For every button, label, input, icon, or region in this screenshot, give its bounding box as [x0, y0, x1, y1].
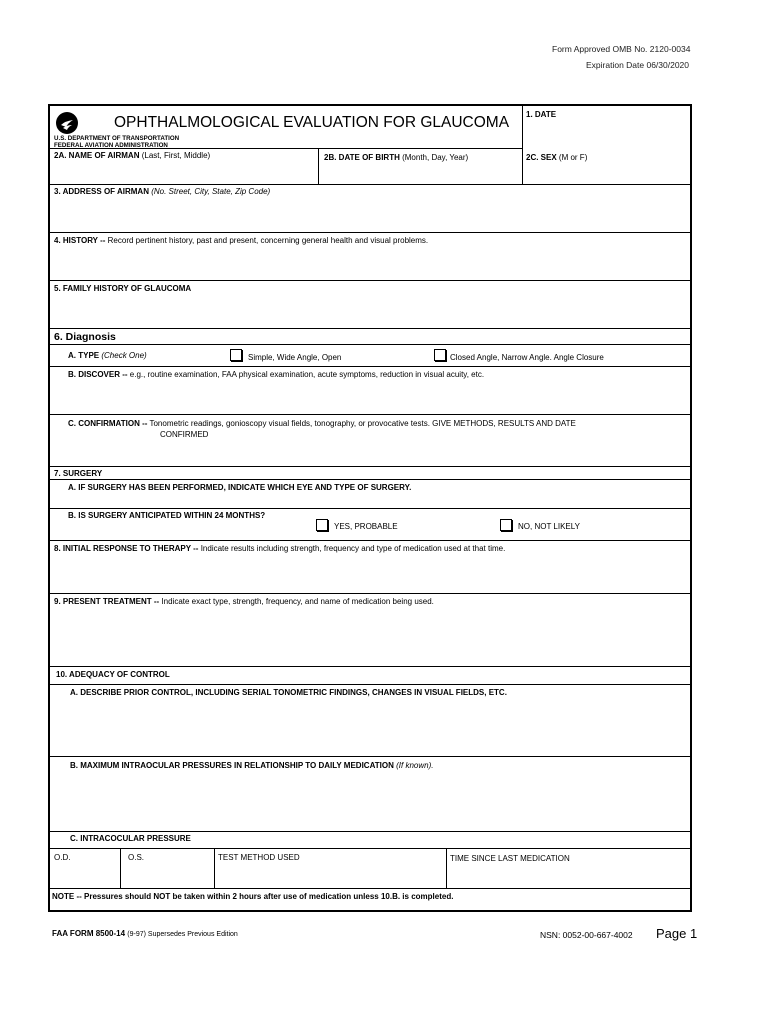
max-pressure-hint: (If known). — [396, 761, 434, 770]
history-field[interactable] — [54, 236, 428, 245]
closed-angle-checkbox[interactable] — [434, 349, 446, 361]
sex-label: 2C. SEX — [526, 153, 557, 162]
treatment-label: 9. PRESENT TREATMENT -- — [54, 597, 160, 606]
expiration-date: Expiration Date 06/30/2020 — [586, 60, 690, 70]
family-history-field[interactable]: 5. FAMILY HISTORY OF GLAUCOMA — [54, 284, 192, 293]
omb-number: Form Approved OMB No. 2120-0034 — [552, 44, 691, 54]
yes-probable-label: YES, PROBABLE — [334, 522, 398, 531]
sex-field[interactable] — [526, 153, 587, 162]
form-number: FAA FORM 8500-14 — [52, 929, 126, 938]
glaucoma-form — [48, 104, 692, 912]
max-pressure-label: B. MAXIMUM INTRAOCULAR PRESSURES IN RELATIONSHIP TO DAILY MEDICATION — [70, 761, 394, 770]
max-pressure-field[interactable] — [70, 761, 433, 770]
treatment-hint: Indicate exact type, strength, frequency, and name of medication being used. — [161, 597, 434, 606]
prior-control-field[interactable]: A. DESCRIBE PRIOR CONTROL, INCLUDING SERIAL TONOMETRIC FINDINGS, CHANGES IN VISUAL FIELDS, ETC. — [70, 688, 507, 697]
dob-label: 2B. DATE OF BIRTH — [324, 153, 400, 162]
therapy-field[interactable] — [54, 544, 505, 553]
confirmation-hint-2: CONFIRMED — [160, 430, 209, 439]
no-not-likely-checkbox[interactable] — [500, 519, 512, 531]
time-since-medication-field[interactable]: TIME SINCE LAST MEDICATION — [450, 854, 570, 863]
surgery-performed-field[interactable]: A. IF SURGERY HAS BEEN PERFORMED, INDICATE WHICH EYE AND TYPE OF SURGERY. — [68, 483, 412, 492]
name-hint: (Last, First, Middle) — [141, 151, 211, 160]
treatment-field[interactable] — [54, 597, 434, 606]
discover-label: B. DISCOVER -- — [68, 370, 128, 379]
address-field[interactable] — [54, 187, 270, 196]
address-label: 3. ADDRESS OF AIRMAN — [54, 187, 149, 196]
type-hint: (Check One) — [101, 351, 147, 360]
form-identifier — [52, 929, 238, 938]
control-heading: 10. ADEQUACY OF CONTROL — [56, 670, 170, 679]
dob-field[interactable] — [324, 153, 468, 162]
confirmation-hint: Tonometric readings, gonioscopy visual fields, tonography, or provocative tests. GIVE METHODS, RESULTS AND DATE — [149, 419, 576, 428]
confirmation-field[interactable] — [68, 419, 576, 428]
closed-angle-label: Closed Angle, Narrow Angle. Angle Closure — [450, 353, 604, 362]
history-label: 4. HISTORY -- — [54, 236, 106, 245]
name-field[interactable] — [54, 151, 210, 160]
dob-hint: (Month, Day, Year) — [402, 153, 469, 162]
pressure-note: NOTE -- Pressures should NOT be taken within 2 hours after use of medication unless 10.B. is completed. — [52, 892, 454, 901]
form-title: OPHTHALMOLOGICAL EVALUATION FOR GLAUCOMA — [114, 114, 510, 131]
diagnosis-type — [68, 351, 147, 360]
history-hint: Record pertinent history, past and present, concerning general health and visual problems. — [107, 236, 429, 245]
date-label: 1. DATE — [526, 110, 557, 119]
os-field[interactable]: O.S. — [128, 853, 145, 862]
page-number: Page 1 — [656, 926, 698, 941]
confirmation-label: C. CONFIRMATION -- — [68, 419, 148, 428]
therapy-label: 8. INITIAL RESPONSE TO THERAPY -- — [54, 544, 199, 553]
surgery-anticipated-label: B. IS SURGERY ANTICIPATED WITHIN 24 MONTHS? — [68, 511, 266, 520]
diagnosis-heading: 6. Diagnosis — [54, 331, 116, 343]
therapy-hint: Indicate results including strength, frequency and type of medication used at that time. — [200, 544, 506, 553]
od-field[interactable]: O.D. — [54, 853, 71, 862]
no-not-likely-label: NO, NOT LIKELY — [518, 522, 580, 531]
form-edition: (9-97) Supersedes Previous Edition — [127, 931, 238, 938]
open-angle-checkbox[interactable] — [230, 349, 242, 361]
faa-logo-icon — [56, 112, 78, 134]
sex-hint: (M or F) — [558, 153, 588, 162]
discover-hint: e.g., routine examination, FAA physical examination, acute symptoms, reduction in visual acuity, etc. — [129, 370, 485, 379]
open-angle-label: Simple, Wide Angle, Open — [248, 353, 342, 362]
agency-line-2: FEDERAL AVIATION ADMINISTRATION — [54, 142, 168, 149]
test-method-field[interactable]: TEST METHOD USED — [218, 853, 300, 862]
discover-field[interactable] — [68, 370, 484, 379]
type-label: A. TYPE — [68, 351, 100, 360]
intraocular-pressure-heading: C. INTRACOCULAR PRESSURE — [70, 834, 191, 843]
surgery-heading: 7. SURGERY — [54, 469, 103, 478]
agency-line-1: U.S. DEPARTMENT OF TRANSPORTATION — [54, 135, 180, 142]
name-label: 2A. NAME OF AIRMAN — [54, 151, 140, 160]
yes-probable-checkbox[interactable] — [316, 519, 328, 531]
address-hint: (No. Street, City, State, Zip Code) — [151, 187, 271, 196]
nsn-number: NSN: 0052-00-667-4002 — [540, 930, 633, 940]
